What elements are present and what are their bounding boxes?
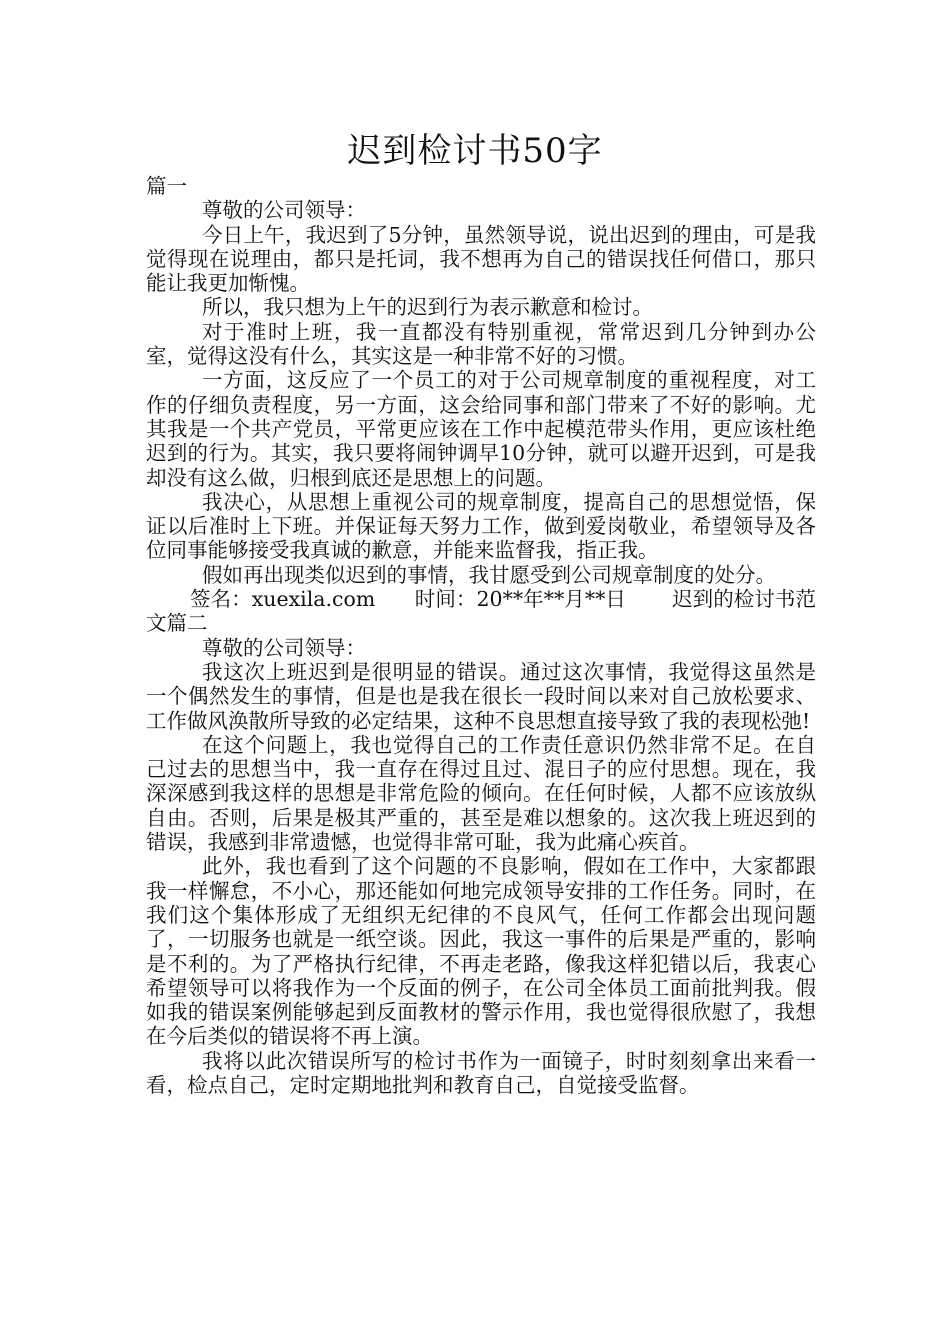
salutation: 尊敬的公司领导： [202,198,366,223]
paragraph: 所以，我只想为上午的迟到行为表示歉意和检讨。 [202,295,653,320]
section-heading-1: 篇一 [146,174,187,198]
paragraph: 我这次上班迟到是很明显的错误。通过这次事情，我觉得这虽然是一个偶然发生的事情，但是也是我在很长一段时间以来对自己放松要求、工作做风涣散所导致的必定结果，这种不良思想直接导致了我的表现松弛! [146,659,816,733]
paragraph: 一方面，这反应了一个员工的对于公司规章制度的重视程度，对工作的仔细负责程度，另一方面，这会给同事和部门带来了不好的影响。尤其我是一个共产党员，平常更应该在工作中起模范带头作用，更应该杜绝迟到的行为。其实，我只要将闹钟调早10分钟，就可以避开迟到，可是我却没有这么做，归根到底还是思想上的问题。 [146,368,816,490]
paragraph: 在这个问题上，我也觉得自己的工作责任意识仍然非常不足。在自己过去的思想当中，我一直存在得过且过、混日子的应付思想。现在，我深深感到我这样的思想是非常危险的倾向。在任何时候，人都不应该放纵自由。否则，后果是极其严重的，甚至是难以想象的。这次我上班迟到的错误，我感到非常遗憾，也觉得非常可耻，我为此痛心疾首。 [146,732,816,855]
salutation: 尊敬的公司领导： [202,635,366,660]
paragraph: 我决心，从思想上重视公司的规章制度，提高自己的思想觉悟，保证以后准时上下班。并保证每天努力工作，做到爱岗敬业，希望领导及各位同事能够接受我真诚的歉意，并能来监督我，指正我。 [146,489,816,563]
paragraph: 假如再出现类似迟到的事情，我甘愿受到公司规章制度的处分。 [202,562,776,587]
paragraph: 我将以此次错误所写的检讨书作为一面镜子，时时刻刻拿出来看一看，检点自己，定时定期地批判和教育自己，自觉接受监督。 [146,1048,816,1097]
paragraph: 今日上午，我迟到了5分钟，虽然领导说，说出迟到的理由，可是我觉得现在说理由，都只是托词，我不想再为自己的错误找任何借口，那只能让我更加惭愧。 [146,222,816,296]
document-title: 迟到检讨书50字 [347,131,603,171]
signature-line: 签名：xuexila.com 时间：20**年**月**日 迟到的检讨书范文篇二 [146,587,816,636]
paragraph: 对于准时上班，我一直都没有特别重视，常常迟到几分钟到办公室，觉得这没有什么，其实这是一种非常不好的习惯。 [146,319,816,369]
paragraph: 此外，我也看到了这个问题的不良影响，假如在工作中，大家都跟我一样懈怠，不小心，那还能如何地完成领导安排的工作任务。同时，在我们这个集体形成了无组织无纪律的不良风气，任何工作都会出现问题了，一切服务也就是一纸空谈。因此，我这一事件的后果是严重的，影响是不利的。为了严格执行纪律，不再走老路，像我这样犯错以后，我衷心希望领导可以将我作为一个反面的例子，在公司全体员工面前批判我。假如我的错误案例能够起到反面教材的警示作用，我也觉得很欣慰了，我想在今后类似的错误将不再上演。 [146,854,816,1049]
document-body [146,174,816,1097]
